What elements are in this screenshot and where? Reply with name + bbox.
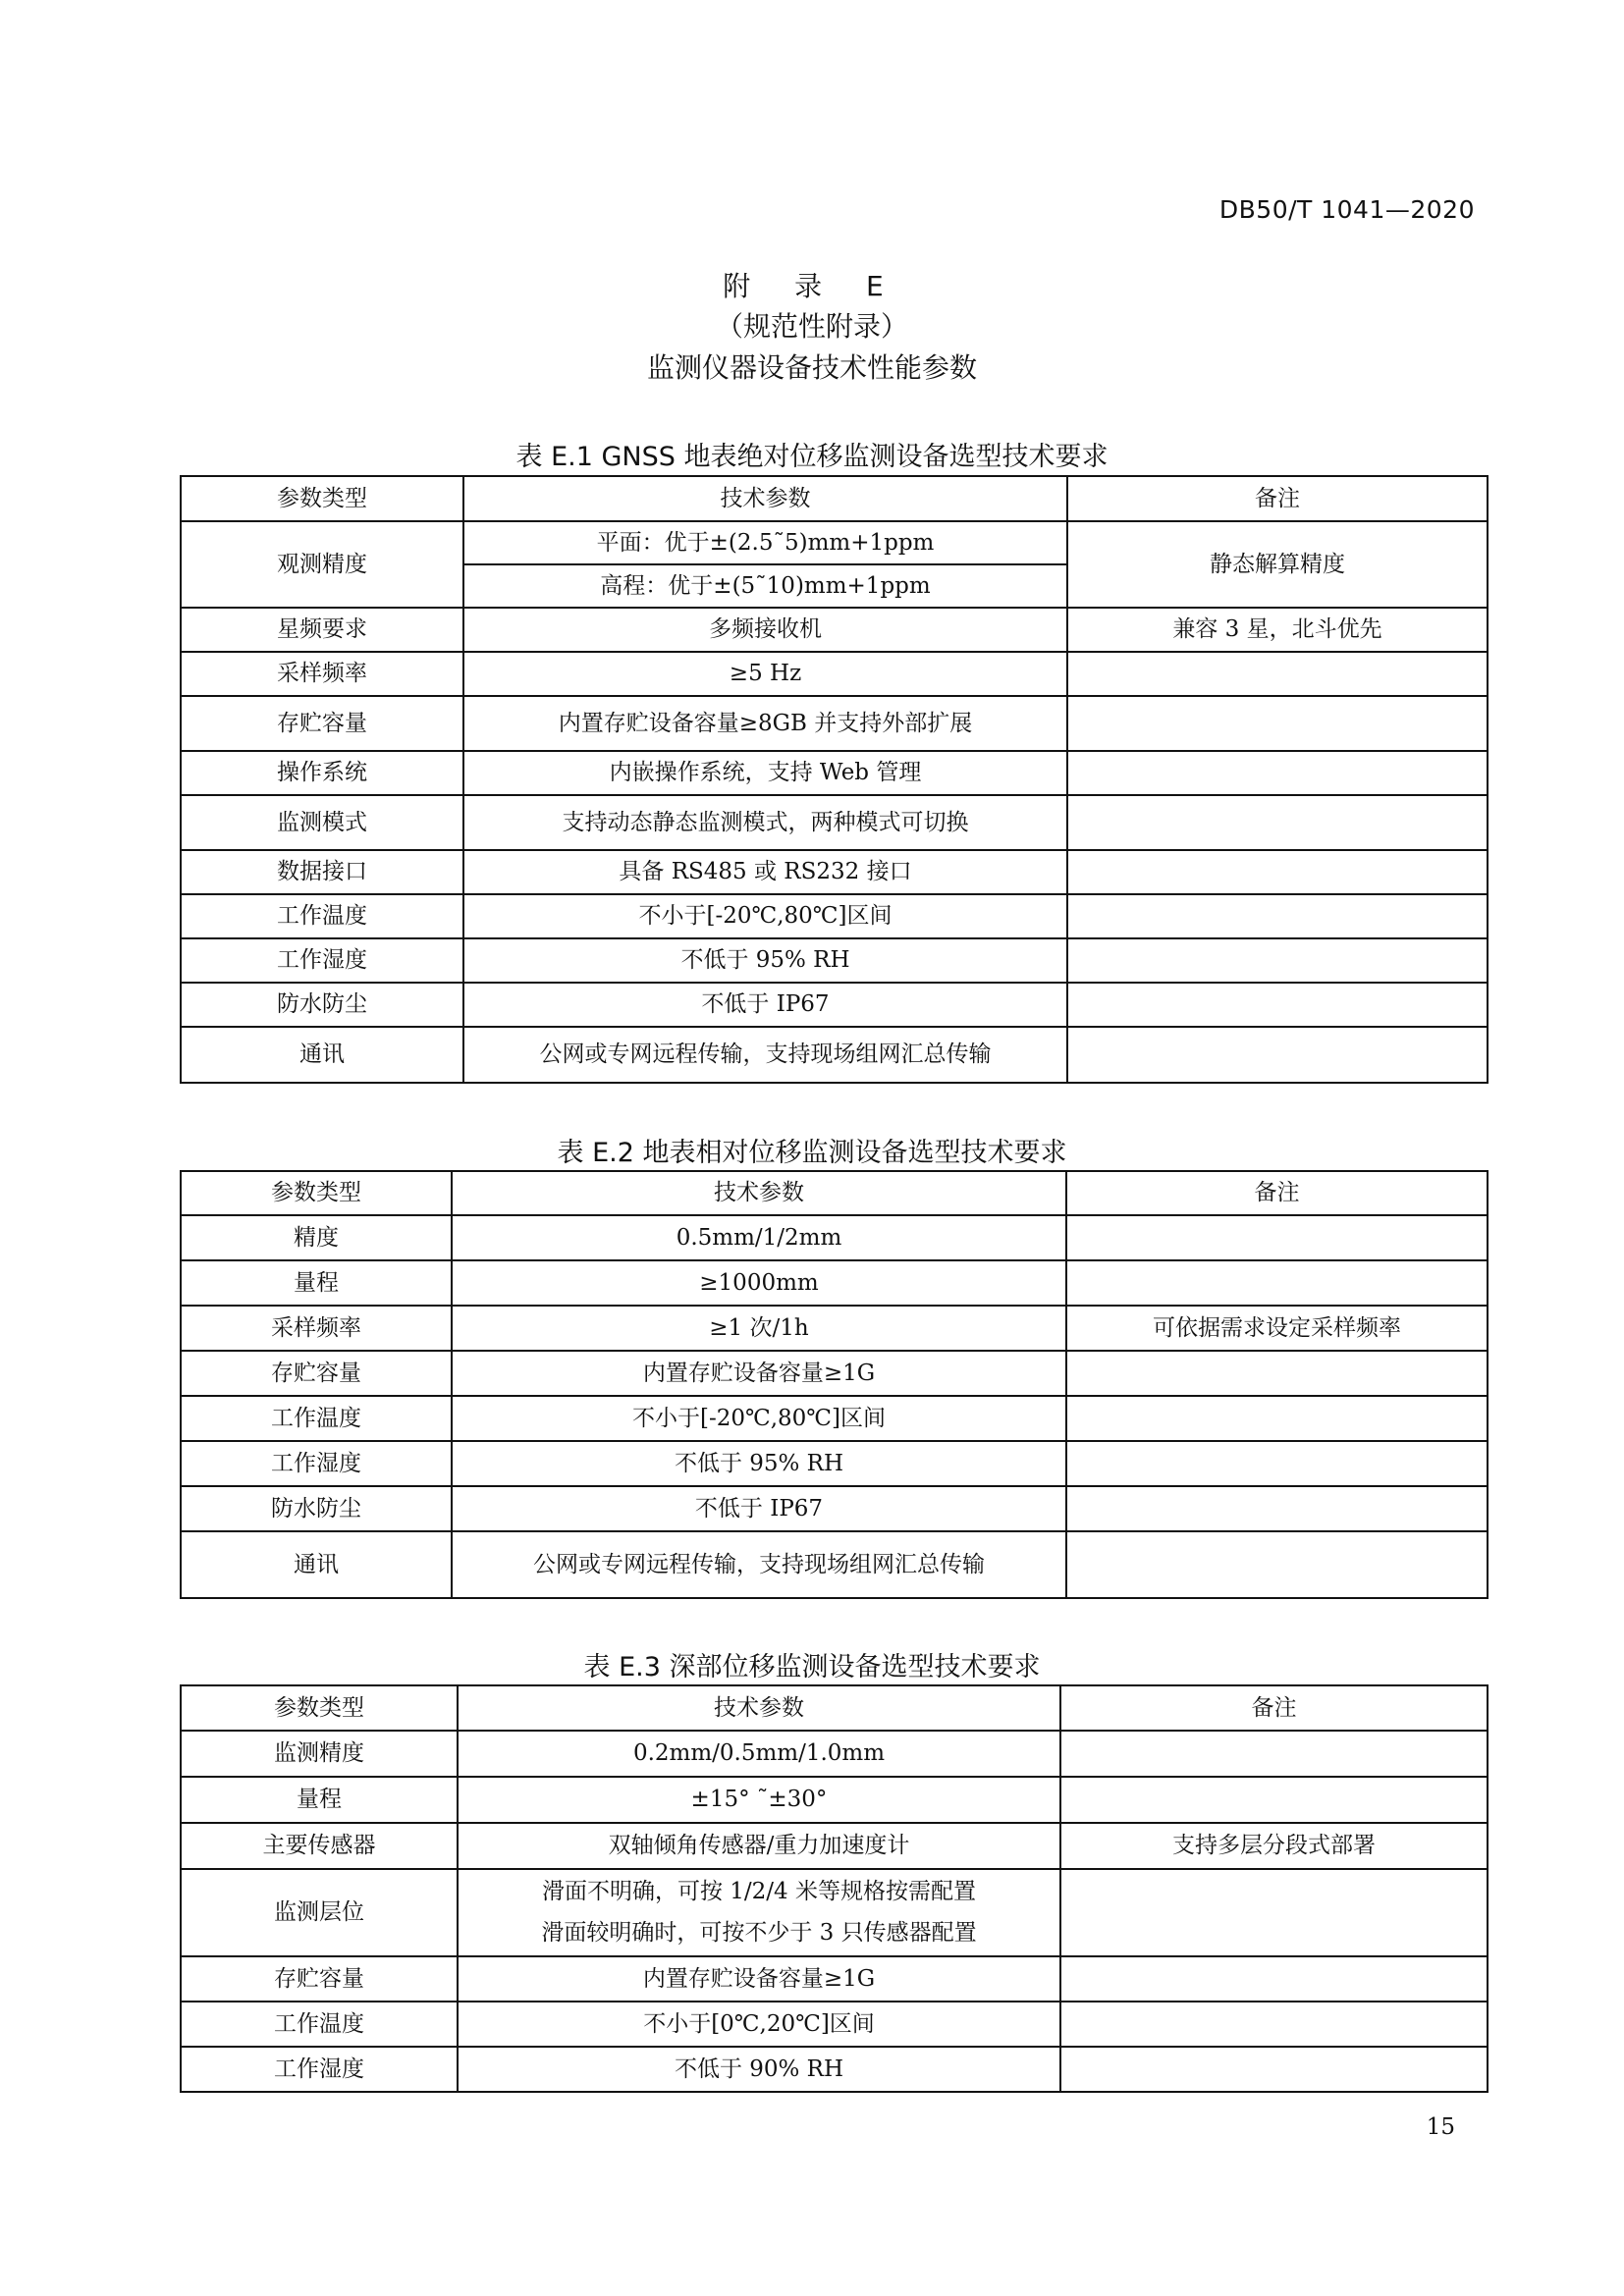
table3-cell-note [1060, 1956, 1488, 2002]
table2-header-param: 参数类型 [181, 1171, 452, 1215]
table1-cell-value: 高程：优于±(5˜10)mm+1ppm [463, 564, 1067, 608]
table1-cell-param: 观测精度 [181, 521, 463, 608]
table2-header-note: 备注 [1066, 1171, 1488, 1215]
table2-cell-value: ≥1000mm [452, 1260, 1066, 1306]
table3-cell-note [1060, 2002, 1488, 2047]
table2-header-value: 技术参数 [452, 1171, 1066, 1215]
table2-cell-note [1066, 1351, 1488, 1396]
table1-cell-value: 不低于 IP67 [463, 983, 1067, 1027]
table2-cell-param: 量程 [181, 1260, 452, 1306]
table2-cell-param: 防水防尘 [181, 1486, 452, 1531]
table1-caption: 表 E.1 GNSS 地表绝对位移监测设备选型技术要求 [515, 442, 1109, 472]
table2-cell-param: 精度 [181, 1215, 452, 1260]
table2-cell-value: 不小于[-20℃,80℃]区间 [452, 1396, 1066, 1441]
table1-cell-param: 防水防尘 [181, 983, 463, 1027]
table2-cell-value: ≥1 次/1h [452, 1306, 1066, 1351]
table2-cell-param: 通讯 [181, 1531, 452, 1598]
table1-cell-value: ≥5 Hz [463, 652, 1067, 696]
table1-header-param: 参数类型 [181, 476, 463, 521]
table3-cell-value: 双轴倾角传感器/重力加速度计 [458, 1823, 1060, 1869]
table1 [180, 475, 1489, 1084]
table3-cell-value: 不小于[0℃,20℃]区间 [458, 2002, 1060, 2047]
table3-cell-value-multiline [458, 1869, 1060, 1956]
table2-cell-note [1066, 1215, 1488, 1260]
table2-cell-param: 存贮容量 [181, 1351, 452, 1396]
table1-cell-param: 工作温度 [181, 894, 463, 938]
table3-cell-value: 内置存贮设备容量≥1G [458, 1956, 1060, 2002]
table1-cell-param: 数据接口 [181, 850, 463, 894]
table3-cell-value: ±15° ˜±30° [458, 1777, 1060, 1823]
table3-header-note: 备注 [1060, 1685, 1488, 1731]
table1-cell-value: 内置存贮设备容量≥8GB 并支持外部扩展 [463, 696, 1067, 751]
table1-cell-value: 多频接收机 [463, 608, 1067, 652]
table1-header-note: 备注 [1067, 476, 1488, 521]
table3-caption: 表 E.3 深部位移监测设备选型技术要求 [583, 1652, 1041, 1682]
table1-cell-value: 具备 RS485 或 RS232 接口 [463, 850, 1067, 894]
table2-cell-note [1066, 1396, 1488, 1441]
table3-cell-param: 监测精度 [181, 1731, 458, 1777]
page-number: 15 [1426, 2114, 1455, 2140]
table1-cell-param: 监测模式 [181, 795, 463, 850]
table3-cell-value-line: 滑面较明确时，可按不少于 3 只传感器配置 [541, 1919, 977, 1946]
table1-cell-value: 支持动态静态监测模式，两种模式可切换 [463, 795, 1067, 850]
table3-cell-value-line: 滑面不明确，可按 1/2/4 米等规格按需配置 [541, 1879, 977, 1905]
table3-header-value: 技术参数 [458, 1685, 1060, 1731]
table1-cell-note: 兼容 3 星，北斗优先 [1067, 608, 1488, 652]
table3-cell-param: 存贮容量 [181, 1956, 458, 2002]
table1-cell-note [1067, 938, 1488, 983]
table1-cell-value: 不小于[-20℃,80℃]区间 [463, 894, 1067, 938]
table3-cell-param: 工作湿度 [181, 2047, 458, 2092]
table2-cell-value: 0.5mm/1/2mm [452, 1215, 1066, 1260]
table3-cell-note [1060, 1777, 1488, 1823]
table1-cell-param: 星频要求 [181, 608, 463, 652]
table1-cell-value: 内嵌操作系统，支持 Web 管理 [463, 751, 1067, 795]
table2-cell-value: 公网或专网远程传输，支持现场组网汇总传输 [452, 1531, 1066, 1598]
table1-header-value: 技术参数 [463, 476, 1067, 521]
table2-cell-note [1066, 1486, 1488, 1531]
table3-header-param: 参数类型 [181, 1685, 458, 1731]
table3-cell-note: 支持多层分段式部署 [1060, 1823, 1488, 1869]
table1-cell-note [1067, 894, 1488, 938]
table2-caption: 表 E.2 地表相对位移监测设备选型技术要求 [557, 1138, 1067, 1168]
table1-cell-param: 存贮容量 [181, 696, 463, 751]
table3-cell-note [1060, 1869, 1488, 1956]
table3-cell-param: 主要传感器 [181, 1823, 458, 1869]
table3-cell-param: 监测层位 [181, 1869, 458, 1956]
table1-cell-value: 不低于 95% RH [463, 938, 1067, 983]
table1-cell-note [1067, 696, 1488, 751]
table2-cell-value: 不低于 95% RH [452, 1441, 1066, 1486]
table3-cell-param: 量程 [181, 1777, 458, 1823]
table3-cell-value: 0.2mm/0.5mm/1.0mm [458, 1731, 1060, 1777]
table1-cell-note [1067, 795, 1488, 850]
table1-cell-param: 工作湿度 [181, 938, 463, 983]
annex-main-title: 监测仪器设备技术性能参数 [646, 351, 977, 384]
table2-cell-note [1066, 1441, 1488, 1486]
table1-cell-param: 采样频率 [181, 652, 463, 696]
table1-cell-note [1067, 1027, 1488, 1083]
table1-cell-note [1067, 983, 1488, 1027]
table3 [180, 1684, 1489, 2093]
annex-type: （规范性附录） [715, 310, 908, 343]
table1-cell-note [1067, 652, 1488, 696]
table1-cell-value: 公网或专网远程传输，支持现场组网汇总传输 [463, 1027, 1067, 1083]
annex-title: 附 录 E [723, 270, 901, 302]
table2-cell-note [1066, 1260, 1488, 1306]
table2-cell-param: 采样频率 [181, 1306, 452, 1351]
table2-cell-value: 内置存贮设备容量≥1G [452, 1351, 1066, 1396]
table2-cell-param: 工作湿度 [181, 1441, 452, 1486]
table2-cell-value: 不低于 IP67 [452, 1486, 1066, 1531]
table1-cell-value: 平面：优于±(2.5˜5)mm+1ppm [463, 521, 1067, 564]
table1-cell-note [1067, 850, 1488, 894]
document-code: DB50/T 1041—2020 [1218, 195, 1475, 224]
table3-cell-note [1060, 1731, 1488, 1777]
table3-cell-value: 不低于 90% RH [458, 2047, 1060, 2092]
table1-cell-param: 操作系统 [181, 751, 463, 795]
table2 [180, 1170, 1489, 1599]
table1-cell-note: 静态解算精度 [1067, 521, 1488, 608]
table3-cell-note [1060, 2047, 1488, 2092]
table2-cell-param: 工作温度 [181, 1396, 452, 1441]
table2-cell-note: 可依据需求设定采样频率 [1066, 1306, 1488, 1351]
table2-cell-note [1066, 1531, 1488, 1598]
table1-cell-param: 通讯 [181, 1027, 463, 1083]
table1-cell-note [1067, 751, 1488, 795]
table3-cell-param: 工作温度 [181, 2002, 458, 2047]
